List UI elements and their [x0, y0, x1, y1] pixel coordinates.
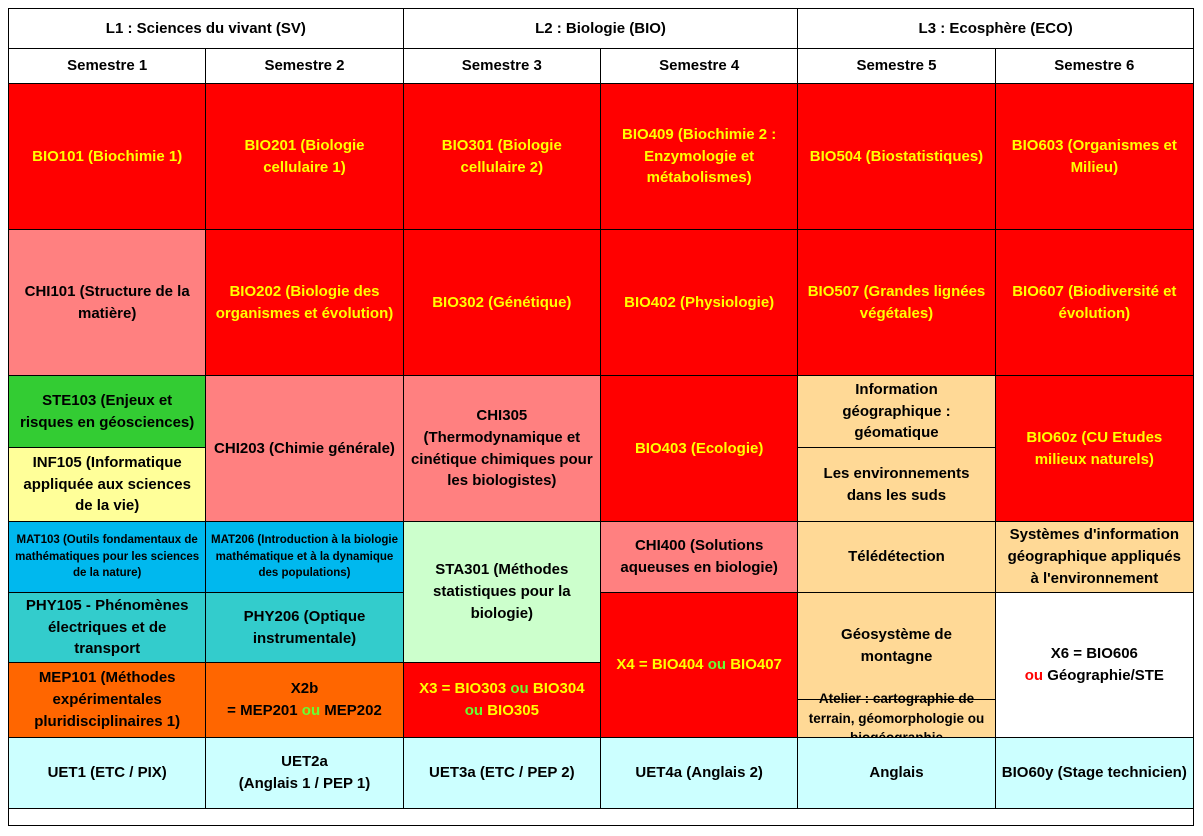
x6-ou: ou [1024, 667, 1044, 684]
course-atelier: terrain, géomorphologie ou [798, 700, 995, 738]
course-bio202: BIO202 (Biologie des organismes et évolution) [206, 230, 403, 376]
semester-5: Semestre 5 [798, 49, 995, 84]
course-bio507: BIO507 (Grandes lignées végétales) [798, 230, 995, 376]
course-bio60y: BIO60y (Stage technicien) [996, 738, 1193, 809]
course-phy206: PHY206 (Optique instrumentale) [206, 593, 403, 663]
header-l1: L1 : Sciences du vivant (SV) [9, 9, 404, 49]
course-anglais: Anglais [798, 738, 995, 809]
course-ste103: STE103 (Enjeux et risques en géosciences) [9, 376, 206, 448]
uet2a-detail: (Anglais 1 / PEP 1) [238, 775, 371, 792]
x3-ou-1: ou [510, 680, 529, 698]
course-bio603: BIO603 (Organismes et Milieu) [996, 84, 1193, 230]
course-uet4a: UET4a (Anglais 2) [601, 738, 798, 809]
course-bio402: BIO402 (Physiologie) [601, 230, 798, 376]
course-x2b [206, 663, 403, 738]
x6-option-b: Géographie/STE [1043, 667, 1164, 684]
x3-ou-2: ou [464, 702, 484, 719]
x3-option-a: X3 = BIO303 [419, 680, 511, 698]
course-info-geo: Information géographique : géomatique [798, 376, 995, 448]
course-geosysteme: Géosystème de montagne [798, 593, 995, 700]
course-x6 [996, 593, 1193, 738]
curriculum-table [8, 8, 1194, 826]
x3-option-c: BIO305 [483, 702, 539, 719]
x3-option-b: BIO304 [528, 680, 585, 698]
course-bio301: BIO301 (Biologie cellulaire 2) [404, 84, 601, 230]
course-uet1: UET1 (ETC / PIX) [9, 738, 206, 809]
course-chi400: CHI400 (Solutions aqueuses en biologie) [601, 522, 798, 593]
course-sig: Systèmes d'information géographique appliqués à l'environnement [996, 522, 1193, 593]
course-bio101: BIO101 (Biochimie 1) [9, 84, 206, 230]
x2b-options [227, 700, 382, 722]
course-uet3a: UET3a (ETC / PEP 2) [404, 738, 601, 809]
course-sta301: STA301 (Méthodes statistiques pour la biologie) [404, 522, 601, 663]
semester-1: Semestre 1 [9, 49, 206, 84]
semester-2: Semestre 2 [206, 49, 403, 84]
course-bio60z: BIO60z (CU Etudes milieux naturels) [996, 376, 1193, 522]
course-mat103: MAT103 (Outils fondamentaux de mathématiques pour les sciences de la nature) [9, 522, 206, 593]
uet2a-title: UET2a [281, 753, 328, 771]
x2b-option-b: MEP202 [320, 702, 382, 719]
course-uet2a [206, 738, 403, 809]
course-bio409: BIO409 (Biochimie 2 : Enzymologie et métabolismes) [601, 84, 798, 230]
semester-6: Semestre 6 [996, 49, 1193, 84]
course-teledetection: Télédétection [798, 522, 995, 593]
course-env-suds: Les environnements dans les suds [798, 448, 995, 522]
course-mat206: MAT206 (Introduction à la biologie mathématique et à la dynamique des populations) [206, 522, 403, 593]
semester-3: Semestre 3 [404, 49, 601, 84]
course-bio504: BIO504 (Biostatistiques) [798, 84, 995, 230]
course-bio607: BIO607 (Biodiversité et évolution) [996, 230, 1193, 376]
course-inf105: INF105 (Informatique appliquée aux sciences de la vie) [9, 448, 206, 522]
course-chi101: CHI101 (Structure de la matière) [9, 230, 206, 376]
course-chi203: CHI203 (Chimie générale) [206, 376, 403, 522]
x4-ou: ou [707, 656, 727, 674]
course-bio201: BIO201 (Biologie cellulaire 1) [206, 84, 403, 230]
header-l2: L2 : Biologie (BIO) [404, 9, 799, 49]
x2b-option-a: = MEP201 [227, 702, 302, 719]
semester-4: Semestre 4 [601, 49, 798, 84]
x6-options [1025, 665, 1164, 687]
course-bio302: BIO302 (Génétique) [404, 230, 601, 376]
course-x4 [601, 593, 798, 738]
header-l3: L3 : Ecosphère (ECO) [798, 9, 1193, 49]
course-chi305: CHI305 (Thermodynamique et cinétique chimiques pour les biologistes) [404, 376, 601, 522]
x2b-ou: ou [301, 702, 321, 719]
x2b-title: X2b [290, 680, 319, 698]
course-phy105: PHY105 - Phénomènes électriques et de transport [9, 593, 206, 663]
x6-title: X6 = BIO606 [1050, 645, 1138, 663]
course-x3 [404, 663, 601, 738]
x4-option-b: BIO407 [726, 656, 782, 674]
course-bio403: BIO403 (Ecologie) [601, 376, 798, 522]
x4-option-a: X4 = BIO404 [616, 656, 708, 674]
course-mep101: MEP101 (Méthodes expérimentales pluridisciplinaires 1) [9, 663, 206, 738]
